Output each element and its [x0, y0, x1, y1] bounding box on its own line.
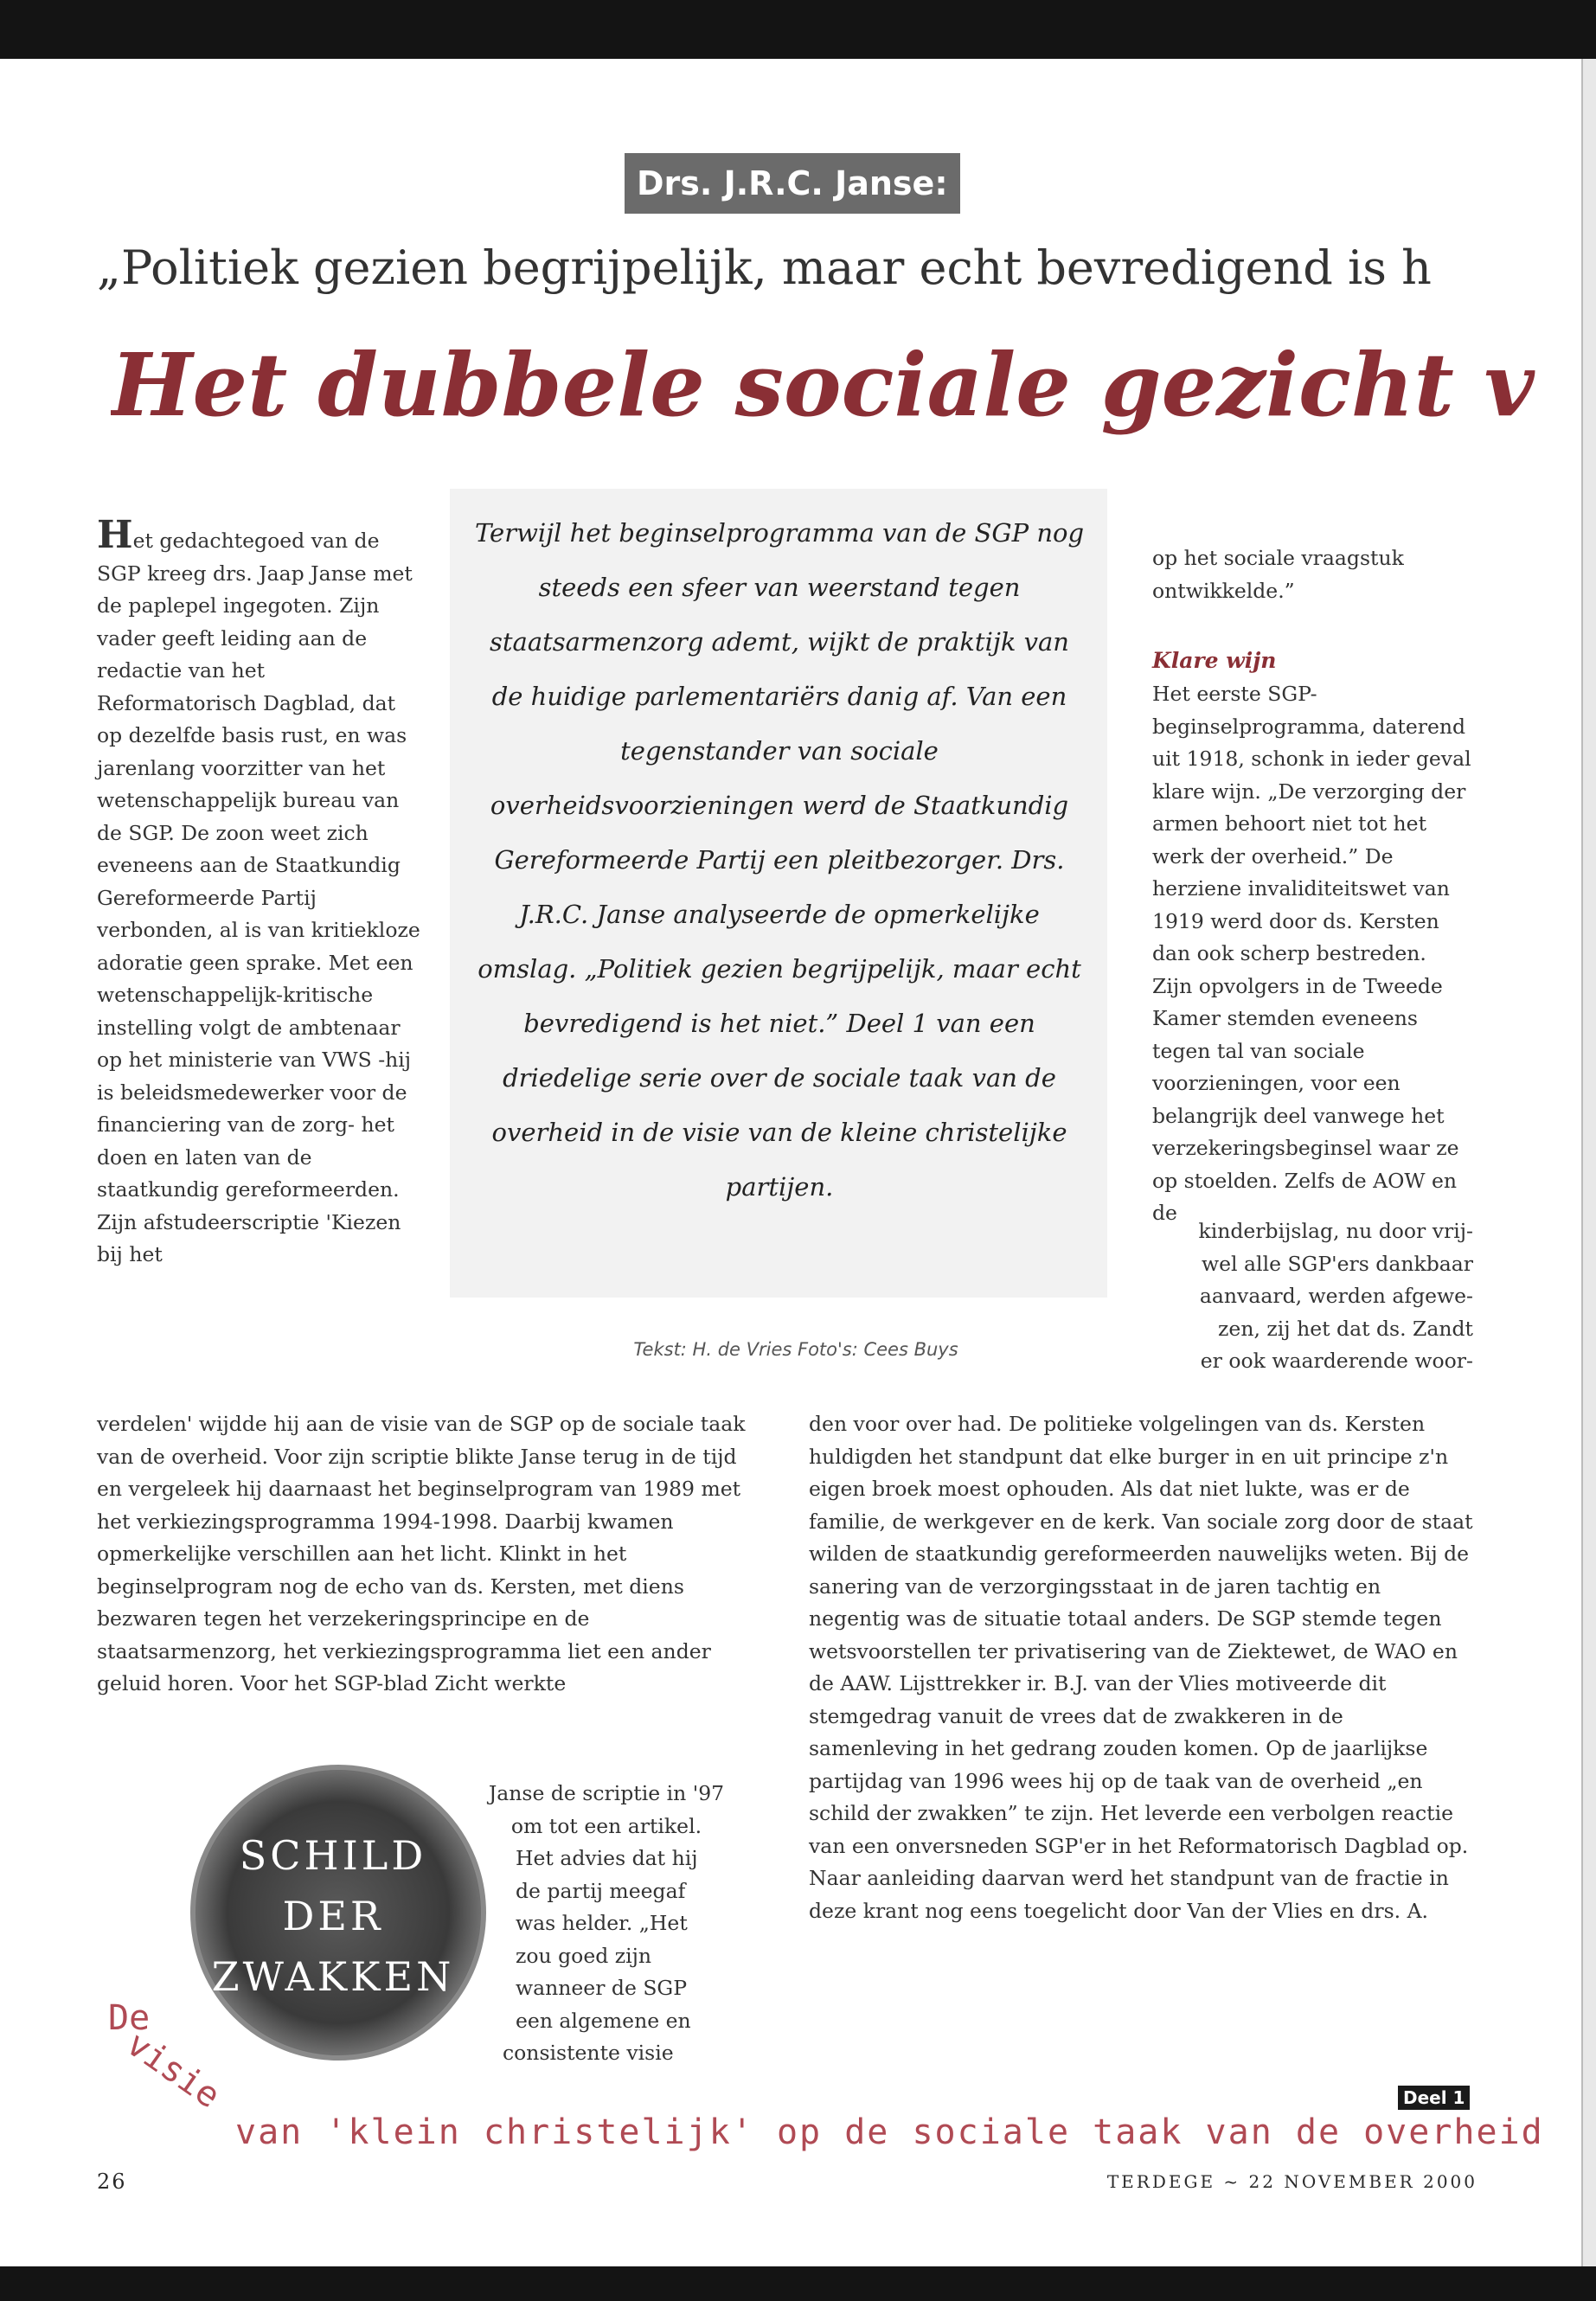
- narrow-line: om tot een artikel.: [510, 1813, 702, 1838]
- intro-text: Terwijl het beginselprogramma van de SGP nog steeds een sfeer van weerstand tegen staatsarmenzorg ademt, wijkt de praktijk van de huidige parlementariërs danig af. Van een tegenstander van sociale overheidsvoorzieningen werd de Staatkundig Gereformeerde Partij een pleitbezorger. Drs. J.R.C. Janse analyseerde de opmerkelijke omslag. „Politiek gezien begrijpelijk, maar echt bevredigend is het niet.” Deel 1 van een driedelige serie over de sociale taak van de overheid in de visie van de kleine christelijke partijen.: [474, 518, 1085, 1202]
- kicker-label: Drs. J.R.C. Janse:: [625, 153, 960, 214]
- tagline-curve-2: visie: [119, 2023, 228, 2117]
- column-1: [97, 513, 426, 1272]
- narrow-line: wanneer de SGP: [516, 1976, 688, 2000]
- narrow-line: Janse de scriptie in '97: [488, 1781, 725, 1805]
- stamp-line-1: SCHILD: [239, 1832, 427, 1879]
- narrow-line: consistente visie: [503, 2041, 674, 2065]
- tagline: van 'klein christelijk' op de sociale taak van de overheid: [235, 2112, 1544, 2152]
- headline: Het dubbele sociale gezicht v: [111, 334, 1535, 436]
- lower-narrow-column: [464, 1778, 749, 2070]
- wrap-line: zen, zij het dat ds. Zandt: [1218, 1316, 1473, 1341]
- tagline-curve-1: De: [108, 1998, 151, 2038]
- photo-credit: Tekst: H. de Vries Foto's: Cees Buys: [633, 1339, 958, 1360]
- lower-left-text: verdelen' wijdde hij aan de visie van de SGP op de sociale taak van de overheid. Voor zijn scriptie blikte Janse terug in de tijd en vergeleek hij daarnaast het beginselprogram van 1989 met het verkiezingsprogramma 1994-1998. Daarbij kwamen opmerkelijke verschillen aan het licht. Klinkt in het beginselprogram nog de echo van ds. Kersten, met diens bezwaren tegen het verzekeringsprincipe en de staatsarmenzorg, het verkiezingsprogramma liet een ander geluid horen. Voor het SGP-blad Zicht werkte: [97, 1412, 746, 1695]
- scan-bottom-border: [0, 2266, 1596, 2301]
- narrow-line: was helder. „Het: [516, 1911, 688, 1935]
- wrap-line: wel alle SGP'ers dankbaar: [1202, 1251, 1473, 1276]
- scan-top-border: [0, 0, 1596, 59]
- lower-right-text: den voor over had. De politieke volgelingen van ds. Kersten huldigden het standpunt dat elke burger in en uit principe z'n eigen broek moest ophouden. Als dat niet lukte, was er de familie, de werkgever en de kerk. Van sociale zorg door de staat wilden de staatkundig gereformeerden nauwelijks weten. Bij de sanering van de verzorgingsstaat in de jaren tachtig en negentig was de situatie totaal anders. De SGP stemde tegen wetsvoorstellen ter privatisering van de Ziektewet, de WAO en de AAW. Lijsttrekker ir. B.J. van der Vlies motiveerde dit stemgedrag vanuit de vrees dat de zwakkeren in de samenleving in het gedrang zouden komen. Op de jaarlijkse partijdag van 1996 wees hij op de taak van de overheid „en schild der zwakken” te zijn. Het leverde een verbolgen reactie van een onversneden SGP'er in het Reformatorisch Dagblad op. Naar aanleiding daarvan werd het standpunt van de fractie in deze krant nog eens toegelicht door Van der Vlies en drs. A.: [809, 1412, 1473, 1923]
- series-badge: Deel 1: [1398, 2086, 1470, 2110]
- drop-cap: H: [97, 513, 133, 557]
- section-heading: Klare wijn: [1152, 648, 1277, 673]
- stamp-line-2: DER: [282, 1893, 384, 1939]
- narrow-line: een algemene en: [516, 2008, 691, 2033]
- narrow-line: zou goed zijn: [516, 1943, 652, 1968]
- magazine-footer: TERDEGE ~ 22 NOVEMBER 2000: [1106, 2171, 1477, 2192]
- narrow-line: Het advies dat hij: [516, 1846, 698, 1870]
- column-3-text: Het eerste SGP-beginselprogramma, daterend uit 1918, schonk in ieder geval klare wijn. „De verzorging der armen behoort niet tot het werk der overheid.” De herziene invaliditeitswet van 1919 werd door ds. Kersten dan ook scherp bestreden. Zijn opvolgers in de Tweede Kamer stemden eveneens tegen tal van sociale voorzieningen, voor een belangrijk deel vanwege het verzekeringsbeginsel waar ze op stoelden. Zelfs de AOW en de: [1152, 682, 1471, 1225]
- subheadline: „Politiek gezien begrijpelijk, maar echt bevredigend is h: [97, 240, 1432, 295]
- page-number: 26: [97, 2170, 127, 2194]
- column-3-top: op het sociale vraagstuk ontwikkelde.”: [1152, 546, 1404, 603]
- column-3-wrap: [1125, 1215, 1473, 1378]
- narrow-line: de partij meegaf: [516, 1878, 686, 1903]
- scan-right-edge: [1581, 59, 1596, 2266]
- stamp-line-3: ZWAKKEN: [211, 1953, 455, 2000]
- wrap-line: er ook waarderende woor-: [1200, 1349, 1473, 1373]
- wrap-line: aanvaard, werden afgewe-: [1199, 1284, 1473, 1308]
- column-1-text: et gedachtegoed van de SGP kreeg drs. Jaap Janse met de paplepel ingegoten. Zijn vader geeft leiding aan de redactie van het Reformatorisch Dagblad, dat op dezelfde basis rust, en was jarenlang voorzitter van het wetenschappelijk bureau van de SGP. De zoon weet zich eveneens aan de Staatkundig Gereformeerde Partij verbonden, al is van kritiekloze adoratie geen sprake. Met een wetenschappelijk-kritische instelling volgt de ambtenaar op het ministerie van VWS -hij is beleidsmedewerker voor de financiering van de zorg- het doen en laten van de staatkundig gereformeerden. Zijn afstudeerscriptie 'Kiezen bij het: [97, 529, 420, 1266]
- wrap-line: kinderbijslag, nu door vrij-: [1198, 1219, 1473, 1243]
